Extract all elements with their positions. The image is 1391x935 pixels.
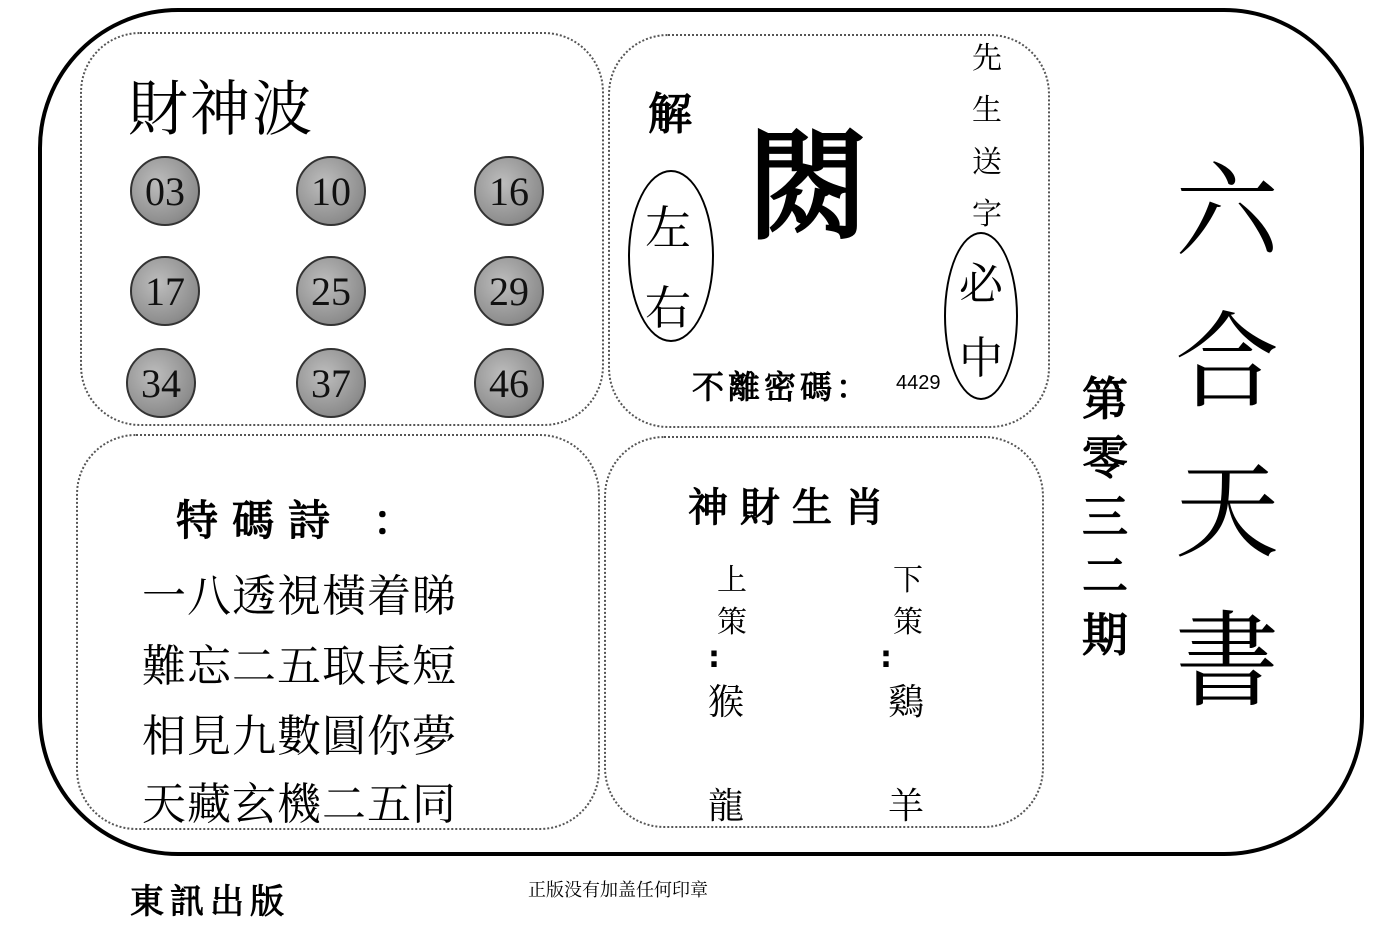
upper-strategy-label	[712, 560, 752, 644]
poem-title: 特碼詩 ：	[176, 496, 429, 545]
publisher-label: 東訊出版	[130, 882, 290, 922]
lower-animal: 鷄	[888, 682, 925, 723]
issue-char: 零	[1082, 430, 1128, 485]
colon-mark: :	[880, 640, 892, 675]
number-ball: 16	[474, 156, 544, 226]
secret-code-value: 4429	[896, 372, 941, 394]
right-char: 右	[645, 281, 691, 335]
brand-char: 六	[1174, 151, 1279, 273]
lower-label-char: 策	[893, 605, 923, 640]
brand-title	[1172, 138, 1282, 737]
poem-line: 一八透視橫着睇	[142, 571, 457, 622]
upper-animal: 猴	[708, 682, 745, 723]
lower-label-char: 下	[893, 563, 923, 598]
poem-line: 天藏玄機二五同	[142, 779, 457, 830]
upper-animal: 龍	[708, 786, 745, 827]
brand-char: 合	[1174, 300, 1279, 423]
lower-animal: 羊	[888, 786, 925, 827]
poem-line: 相見九數圓你夢	[142, 711, 457, 762]
upper-label-char: 策	[717, 605, 747, 640]
number-ball: 34	[126, 348, 196, 418]
authenticity-notice: 正版没有加盖任何印章	[528, 880, 708, 901]
colon-mark: :	[708, 640, 720, 675]
issue-char: 第	[1082, 372, 1128, 426]
number-ball: 10	[296, 156, 366, 226]
issue-char: 二	[1082, 548, 1128, 603]
issue-char: 期	[1082, 607, 1128, 662]
riddle-character: 閦	[748, 118, 868, 257]
number-ball: 29	[474, 256, 544, 326]
upper-label-char: 上	[717, 563, 747, 598]
gift-text-char: 生	[972, 93, 1002, 128]
secret-code-label: 不離密碼：	[692, 368, 873, 406]
brand-char: 天	[1174, 450, 1279, 573]
poem-line: 難忘二五取長短	[142, 641, 457, 692]
wealth-wave-title: 財神波	[128, 75, 314, 145]
zodiac-title: 神財生肖	[688, 485, 896, 531]
number-ball: 37	[296, 348, 366, 418]
riddle-jie-label: 解	[648, 89, 692, 140]
must-win-char: 必	[959, 259, 1003, 310]
number-ball: 25	[296, 256, 366, 326]
must-win-char: 中	[959, 333, 1003, 384]
number-ball: 17	[130, 256, 200, 326]
lower-strategy-label	[888, 560, 928, 644]
gift-text-char: 先	[972, 41, 1002, 76]
gift-text-char: 字	[972, 197, 1002, 232]
number-ball: 46	[474, 348, 544, 418]
brand-char: 書	[1174, 600, 1279, 723]
number-ball: 03	[130, 156, 200, 226]
issue-char: 三	[1082, 489, 1128, 544]
left-char: 左	[645, 201, 691, 255]
issue-number	[1080, 370, 1130, 664]
gift-text-char: 送	[972, 145, 1002, 180]
